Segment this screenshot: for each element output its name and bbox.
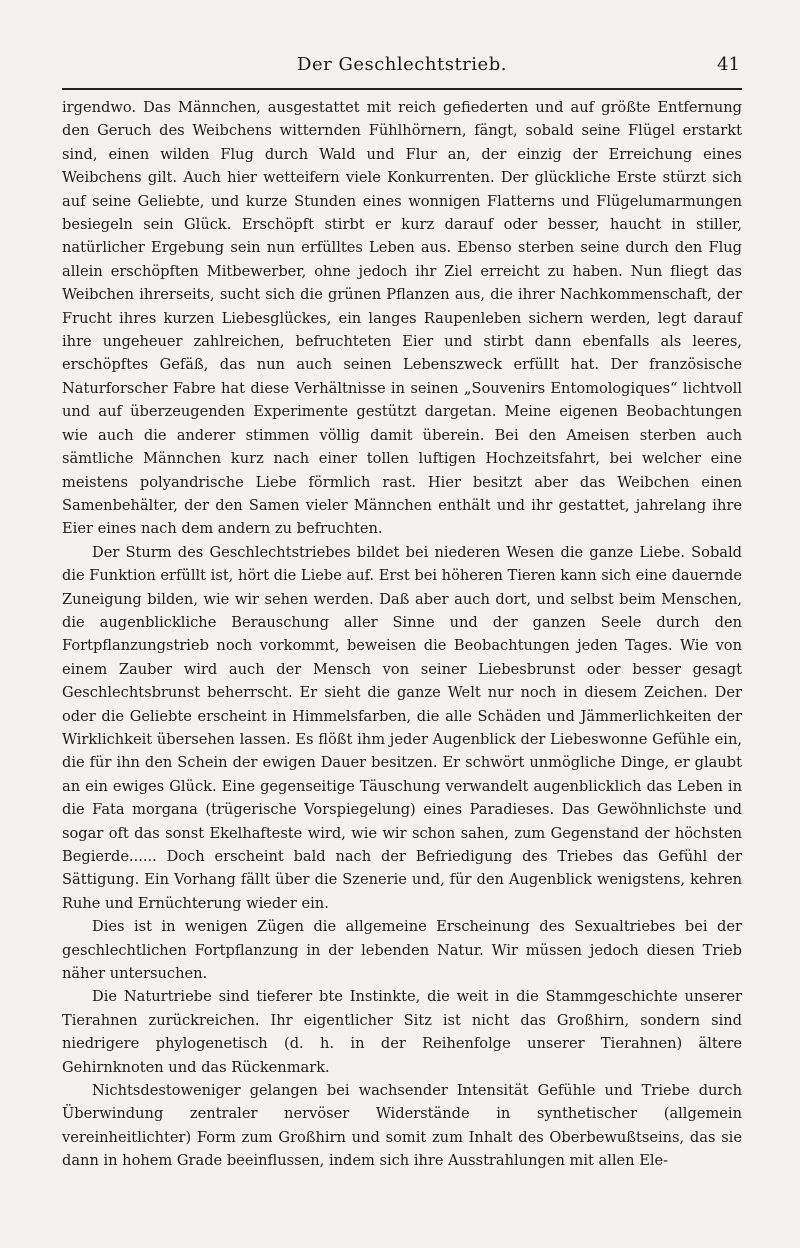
paragraph-3: Dies ist in wenigen Zügen die allgemeine Erscheinung des Sexualtriebes bei der geschlechtlichen Fortpflanzung in der lebenden Natur. Wir müssen jedoch diesen Trieb näher untersuchen. — [62, 918, 742, 983]
running-title: Der Geschlechtstrieb. — [297, 54, 507, 75]
paragraph-5: Nichtsdestoweniger gelangen bei wachsender Intensität Gefühle und Triebe durch Überwindung zentraler nervöser Widerstände in synthetischer (allgemein vereinheitlichter) Form zum Großhirn und somit zum Inhalt des Oberbewußtseins, das sie dann in hohem Grade beeinflussen, indem sich ihre Ausstrahlungen mit allen Ele- — [62, 1082, 742, 1170]
page-number: 41 — [717, 54, 740, 75]
paragraph-2: Der Sturm des Geschlechtstriebes bildet bei niederen Wesen die ganze Liebe. Sobald die Funktion erfüllt ist, hört die Liebe auf. Erst bei höheren Tieren kann sich eine dauernde Zuneigung bilden, wie wir sehen werden. Daß aber auch dort, und selbst beim Menschen, die augenblickliche Berauschung aller Sinne und der ganzen Seele durch den Fortpflanzungstrieb noch vorkommt, beweisen die Beobachtungen jeden Tages. Wie von einem Zauber wird auch der Mensch von seiner Liebesbrunst oder besser gesagt Geschlechtsbrunst beherrscht. Er sieht die ganze Welt nur noch in diesem Zeichen. Der oder die Geliebte erscheint in Himmelsfarben, die alle Schäden und Jämmerlichkeiten der Wirklichkeit übersehen lassen. Es flößt ihm jeder Augenblick der Liebeswonne Gefühle ein, die für ihn den Schein der ewigen Dauer besitzen. Er schwört unmögliche Dinge, er glaubt an ein ewiges Glück. Eine gegenseitige Täuschung verwandelt augenblicklich das Leben in die Fata morgana (trügerische Vorspiegelung) eines Paradieses. Das Gewöhnlichste und sogar oft das sonst Ekelhafteste wird, wie wir schon sahen, zum Gegenstand der höchsten Begierde...... Doch erscheint bald nach der Befriedigung des Triebes das Gefühl der Sättigung. Ein Vorhang fällt über die Szenerie und, für den Augenblick wenigstens, kehren Ruhe und Ernüchterung wieder ein. — [62, 543, 743, 912]
body-text — [62, 96, 742, 1173]
paragraph-4: Die Naturtriebe sind tieferer bte Instinkte, die weit in die Stammgeschichte unserer Tierahnen zurückreichen. Ihr eigentlicher Sitz ist nicht das Großhirn, sondern sind niedrigere phylogenetisch (d. h. in der Reihenfolge unserer Tierahnen) ältere Gehirnknoten und das Rückenmark. — [62, 988, 742, 1076]
paragraph-1: irgendwo. Das Männchen, ausgestattet mit reich gefiederten und auf größte Entfernung den Geruch des Weibchens witternden Fühlhörnern, fängt, sobald seine Flügel erstarkt sind, einen wilden Flug durch Wald und Flur an, der einzig der Erreichung eines Weibchens gilt. Auch hier wetteifern viele Konkurrenten. Der glückliche Erste stürzt sich auf seine Geliebte, und kurze Stunden eines wonnigen Flatterns und Flügelumarmungen besiegeln sein Glück. Erschöpft stirbt er kurz darauf oder besser, haucht in stiller, natürlicher Ergebung sein nun erfülltes Leben aus. Ebenso sterben seine durch den Flug allein erschöpften Mitbewerber, ohne jedoch ihr Ziel erreicht zu haben. Nun fliegt das Weibchen ihrerseits, sucht sich die grünen Pflanzen aus, die ihrer Nachkommenschaft, der Frucht ihres kurzen Liebesglückes, ein langes Raupenleben sichern werden, legt darauf ihre ungeheuer zahlreichen, befruchteten Eier und stirbt dann ebenfalls als leeres, erschöpftes Gefäß, das nun auch seinen Lebenszweck erfüllt hat. Der französische Naturforscher Fabre hat diese Verhältnisse in seinen „Souvenirs Entomologiques“ lichtvoll und auf überzeugenden Experimente gestützt dargetan. Meine eigenen Beobachtungen wie auch die anderer stimmen völlig damit überein. Bei den Ameisen sterben auch sämtliche Männchen kurz nach einer tollen luftigen Hochzeitsfahrt, bei welcher eine meistens polyandrische Liebe förmlich rast. Hier besitzt aber das Weibchen einen Samenbehälter, der den Samen vieler Männchen enthält und ihr gestattet, jahrelang ihre Eier eines nach dem andern zu befruchten. — [62, 99, 742, 538]
running-head — [62, 50, 742, 90]
